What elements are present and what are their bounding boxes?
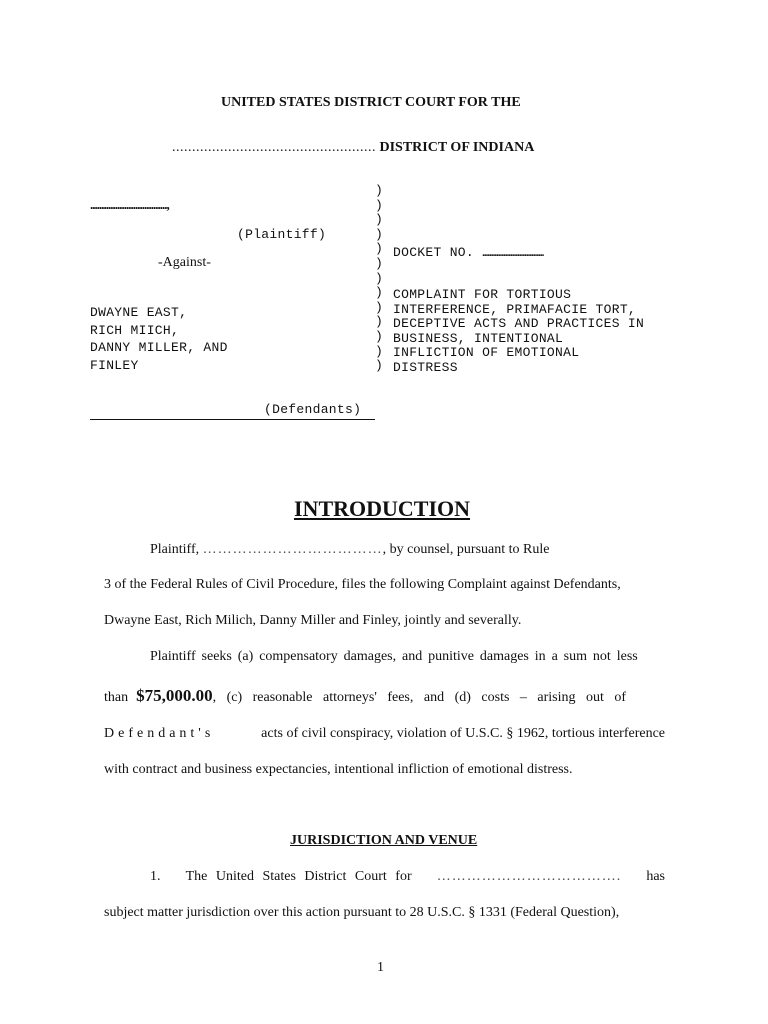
intro-p2-line2-end: , (c) reasonable attorneys' fees, and (d) costs – arising out of [212, 690, 627, 705]
docket-label: DOCKET NO. [393, 245, 475, 260]
defendant-names [90, 304, 228, 374]
complaint-title-line: COMPLAINT FOR TORTIOUS [393, 287, 572, 302]
district-blank-dots: ………………………………. [436, 869, 622, 884]
item-line1-end: has [646, 869, 665, 884]
intro-p2-line3-end: acts of civil conspiracy, violation of U.S.C. § 1962, tortious interference [261, 726, 665, 741]
item-line1-start: The United States District Court for [185, 869, 412, 884]
court-title-line1: UNITED STATES DISTRICT COURT FOR THE [221, 95, 521, 110]
complaint-title-line: DISTRESS [393, 359, 458, 375]
intro-p2-line3 [104, 726, 665, 742]
damages-amount: $75,000.00 [136, 686, 213, 705]
intro-p1-line2: 3 of the Federal Rules of Civil Procedure, files the following Complaint against Defendants, [104, 577, 621, 592]
intro-p2-line4: with contract and business expectancies, intentional infliction of emotional distress. [104, 762, 573, 777]
complaint-title-line: INFLICTION OF EMOTIONAL [393, 345, 580, 361]
jurisdiction-item-line1 [150, 869, 665, 885]
intro-p2-line2 [104, 686, 665, 706]
plaintiff-name-dots: .................................., [90, 197, 169, 212]
caption-parentheses: ) ) ) ) ) ) ) ) ) ) ) ) ) [375, 183, 384, 374]
defendant-name: RICH MIICH, [90, 322, 180, 338]
complaint-title-line: INTERFERENCE, PRIMAFACIE TORT, [393, 301, 637, 317]
introduction-heading: INTRODUCTION [294, 496, 471, 521]
court-title-line2 [172, 140, 534, 156]
defendants-possessive: Defendant's [104, 726, 215, 741]
jurisdiction-heading: JURISDICTION AND VENUE [290, 833, 478, 848]
complaint-title-line: BUSINESS, INTENTIONAL [393, 330, 564, 346]
intro-p2-than: than [104, 690, 129, 705]
defendant-name: DANNY MILLER, AND [90, 340, 228, 355]
defendants-label: (Defendants) [264, 402, 362, 417]
intro-p1-line3: Dwayne East, Rich Milich, Danny Miller and Finley, jointly and severally. [104, 613, 522, 628]
intro-p1-start: Plaintiff, [150, 542, 200, 557]
plaintiff-blank-dots: ……………………………… [202, 542, 383, 557]
item-number: 1. [150, 869, 161, 884]
caption-underline [90, 419, 375, 420]
jurisdiction-item-line2: subject matter jurisdiction over this action pursuant to 28 U.S.C. § 1331 (Federal Question), [104, 905, 620, 920]
against-label: -Against- [158, 255, 211, 270]
defendant-name: DWAYNE EAST, [90, 305, 188, 320]
plaintiff-label: (Plaintiff) [237, 227, 327, 242]
page-number: 1 [377, 960, 384, 975]
complaint-title [393, 288, 644, 376]
docket-dots: ................................... [482, 247, 544, 259]
district-text: DISTRICT OF INDIANA [379, 140, 535, 155]
intro-p1-end: , by counsel, pursuant to Rule [382, 542, 550, 557]
intro-p2-line1: Plaintiff seeks (a) compensatory damages, and punitive damages in a sum not less [150, 649, 638, 664]
intro-p1-line1 [150, 542, 549, 558]
docket-line [393, 245, 543, 260]
defendant-name: FINLEY [90, 357, 139, 373]
complaint-title-line: DECEPTIVE ACTS AND PRACTICES IN [393, 316, 645, 332]
district-dots: ................................................... [172, 140, 376, 155]
